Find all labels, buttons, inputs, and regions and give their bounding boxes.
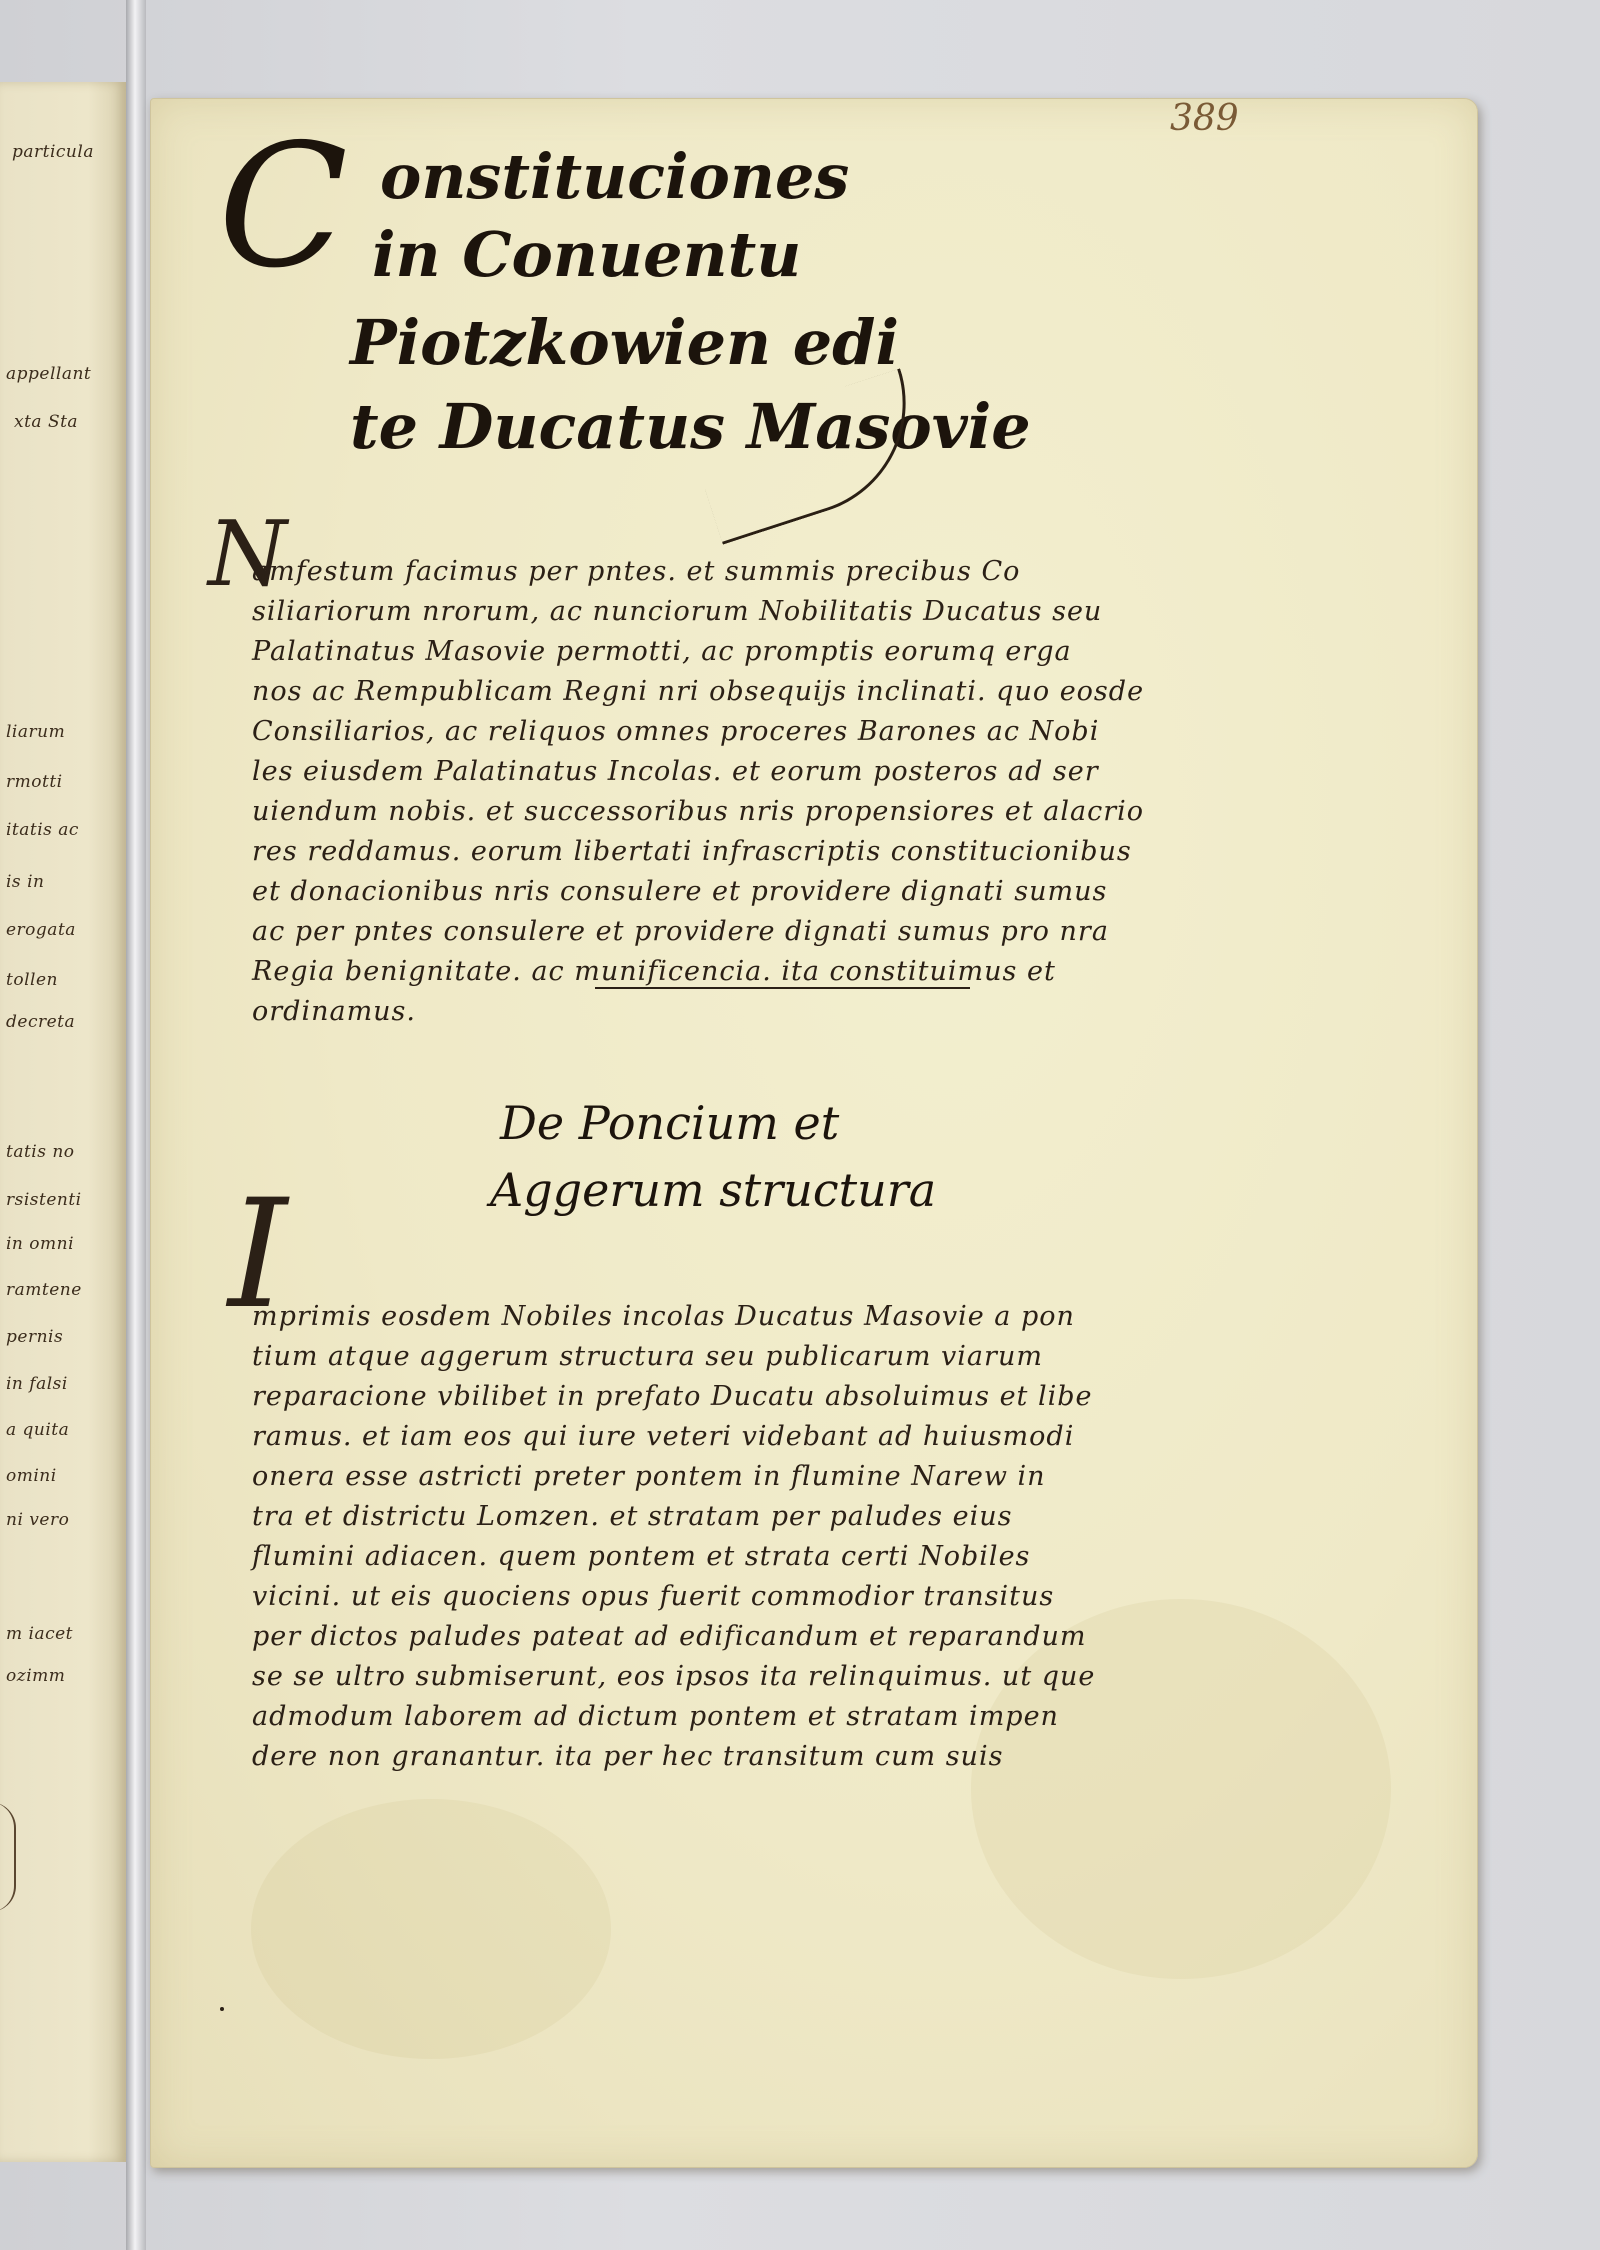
paragraph-initial: I xyxy=(228,1168,288,1342)
paper-stain xyxy=(251,1799,611,2059)
folio-number: 389 xyxy=(1170,98,1239,139)
text-line: vicini. ut eis quociens opus fuerit commodior transitus xyxy=(252,1581,1055,1612)
text-line: ramus. et iam eos qui iure veteri videbant ad huiusmodi xyxy=(252,1421,1075,1452)
text-line: per dictos paludes pateat ad edificandum et reparandum xyxy=(252,1621,1087,1652)
margin-note: a quita xyxy=(6,1420,70,1440)
margin-note: rsistenti xyxy=(6,1190,82,1210)
title-line: onstituciones xyxy=(380,140,850,213)
margin-note: rmotti xyxy=(6,772,63,792)
heading-line: De Poncium et xyxy=(500,1096,840,1150)
text-line: et donacionibus nris consulere et providere dignati sumus xyxy=(252,876,1108,907)
text-line: ordinamus. xyxy=(252,996,416,1027)
text-line: reparacione vbilibet in prefato Ducatu absoluimus et libe xyxy=(252,1381,1093,1412)
strikethrough-mark xyxy=(595,987,970,989)
text-line: flumini adiacen. quem pontem et strata certi Nobiles xyxy=(252,1541,1031,1572)
text-line: res reddamus. eorum libertati infrascriptis constitucionibus xyxy=(252,836,1132,867)
section-heading xyxy=(490,1096,937,1218)
margin-note: decreta xyxy=(6,1012,76,1032)
text-line: tra et districtu Lomzen. et stratam per paludes eius xyxy=(252,1501,1013,1532)
margin-note: tollen xyxy=(6,970,58,990)
margin-note: itatis ac xyxy=(6,820,79,840)
margin-note: is in xyxy=(6,872,45,892)
margin-note: ramtene xyxy=(6,1280,82,1300)
margin-note: in falsi xyxy=(6,1374,68,1394)
text-line: se se ultro submiserunt, eos ipsos ita relinquimus. ut que xyxy=(252,1661,1096,1692)
text-line: siliariorum nrorum, ac nunciorum Nobilitatis Ducatus seu xyxy=(252,596,1103,627)
text-line: mprimis eosdem Nobiles incolas Ducatus Masovie a pon xyxy=(252,1301,1075,1332)
margin-note: in omni xyxy=(6,1234,75,1254)
heading-line: Aggerum structura xyxy=(490,1163,937,1218)
margin-note: m iacet xyxy=(6,1624,74,1644)
text-line: nos ac Rempublicam Regni nri obsequijs inclinati. quo eosde xyxy=(252,676,1145,707)
text-line: Regia benignitate. ac munificencia. ita constituimus et xyxy=(252,956,1056,987)
title-line: te Ducatus Masovie xyxy=(350,390,1031,463)
paragraph-initial: N xyxy=(208,502,287,607)
margin-note: erogata xyxy=(6,920,76,940)
margin-note: particula xyxy=(12,142,94,162)
margin-bracket xyxy=(0,1802,16,1912)
text-line: amfestum facimus per pntes. et summis precibus Co xyxy=(252,556,1021,587)
margin-note: omini xyxy=(6,1466,57,1486)
text-line: les eiusdem Palatinatus Incolas. et eorum posteros ad ser xyxy=(252,756,1099,787)
body-paragraph xyxy=(252,1297,1095,1777)
title-initial: C xyxy=(218,108,349,306)
left-page-edge xyxy=(0,82,128,2162)
margin-note: pernis xyxy=(6,1327,64,1347)
margin-note: tatis no xyxy=(6,1142,75,1162)
ink-dot xyxy=(220,2007,224,2011)
margin-note: appellant xyxy=(6,364,92,384)
book-gutter xyxy=(126,0,146,2250)
title-line: in Conuentu xyxy=(372,218,802,291)
text-line: Palatinatus Masovie permotti, ac promptis eorumq erga xyxy=(252,636,1072,667)
text-line: uiendum nobis. et successoribus nris propensiores et alacrio xyxy=(252,796,1145,827)
text-line: dere non granantur. ita per hec transitum cum suis xyxy=(252,1741,1004,1772)
text-line: Consiliarios, ac reliquos omnes proceres Barones ac Nobi xyxy=(252,716,1100,747)
margin-note: ni vero xyxy=(6,1510,70,1530)
text-line: ac per pntes consulere et providere dignati sumus pro nra xyxy=(252,916,1109,947)
title-line: Piotzkowien edi xyxy=(350,306,900,379)
text-line: onera esse astricti preter pontem in flumine Narew in xyxy=(252,1461,1046,1492)
page-title xyxy=(222,140,1042,463)
margin-note: ozimm xyxy=(6,1666,66,1686)
preamble-paragraph xyxy=(252,552,1144,1032)
margin-note: liarum xyxy=(6,722,66,742)
text-line: admodum laborem ad dictum pontem et stratam impen xyxy=(252,1701,1059,1732)
margin-note: xta Sta xyxy=(14,412,79,432)
text-line: tium atque aggerum structura seu publicarum viarum xyxy=(252,1341,1043,1372)
